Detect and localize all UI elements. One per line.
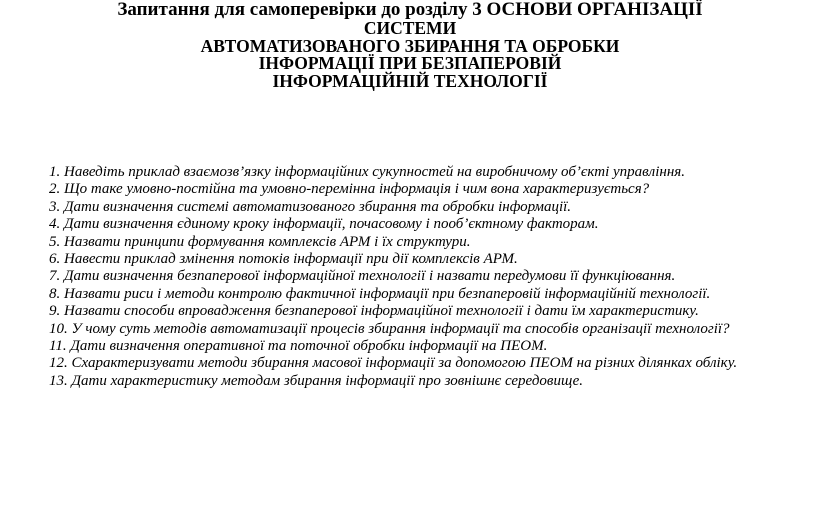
question-number: 1. (49, 164, 61, 180)
question-number: 13. (49, 372, 68, 389)
question-number: 3. (49, 198, 61, 215)
question-text: Назвати риси і методи контролю фактичної інформації при безпаперовій інформаційній технології. (64, 285, 711, 302)
question-number: 9. (49, 303, 61, 320)
question-number: 7. (49, 268, 61, 285)
question-text: Дати визначення єдиному кроку інформації, почасовому і пооб’єктному факторам. (64, 216, 599, 233)
question-number: 5. (49, 233, 61, 250)
question-number: 8. (49, 285, 61, 302)
question-text: Дати визначення оперативної та поточної обробки інформації на ПЕОМ. (70, 338, 548, 355)
question-number: 2. (49, 181, 61, 198)
question-item (49, 199, 768, 216)
title-line-2: СИСТЕМИ (363, 18, 457, 38)
question-item (49, 338, 768, 355)
question-text: Дати визначення безпаперової інформаційної технології і назвати передумови її функціювання. (64, 268, 676, 285)
question-item (49, 303, 768, 320)
question-item (49, 321, 768, 338)
title-line-4: ІНФОРМАЦІЇ ПРИ БЕЗПАПЕРОВІЙ (258, 53, 562, 73)
question-list (49, 164, 768, 390)
question-text: Схарактеризувати методи збирання масової інформації за допомогою ПЕОМ на різних ділянках обліку. (71, 355, 738, 372)
question-item (49, 355, 768, 372)
question-number: 12. (49, 355, 68, 372)
question-item (49, 181, 768, 198)
question-item (49, 234, 768, 251)
question-number: 10. (49, 320, 68, 337)
question-item (49, 216, 768, 233)
question-item (49, 164, 768, 181)
question-text: Дати характеристику методам збирання інформації про зовнішнє середовище. (71, 372, 584, 389)
question-text: Навести приклад змінення потоків інформації при дії комплексів АРМ. (64, 251, 518, 268)
title-line-1: Запитання для самоперевірки до розділу 3 ОСНОВИ ОРГАНІЗАЦІЇ (117, 0, 703, 20)
question-item (49, 286, 768, 303)
question-text: Наведіть приклад взаємозв’язку інформаційних сукупностей на виробничому об’єкті управління. (64, 164, 685, 180)
question-number: 4. (49, 216, 61, 233)
question-text: Назвати принципи формування комплексів АРМ і їх структури. (64, 233, 471, 250)
question-item (49, 251, 768, 268)
question-text: Назвати способи впровадження безпаперової інформаційної технології і дати їм характеристику. (64, 303, 699, 320)
question-number: 11. (49, 338, 67, 355)
question-item (49, 268, 768, 285)
title-line-3: АВТОМАТИЗОВАНОГО ЗБИРАННЯ ТА ОБРОБКИ (200, 35, 620, 56)
title-line-5: ІНФОРМАЦІЙНІЙ ТЕХНОЛОГІЇ (272, 70, 548, 91)
page-title (40, 0, 780, 90)
question-number: 6. (49, 251, 61, 268)
question-text: Що таке умовно-постійна та умовно-перемінна інформація і чим вона характеризується? (64, 181, 650, 198)
question-text: Дати визначення системі автоматизованого збирання та обробки інформації. (64, 198, 572, 215)
question-item (49, 373, 768, 390)
question-text: У чому суть методів автоматизації процесів збирання інформації та способів організації технології? (71, 320, 730, 337)
